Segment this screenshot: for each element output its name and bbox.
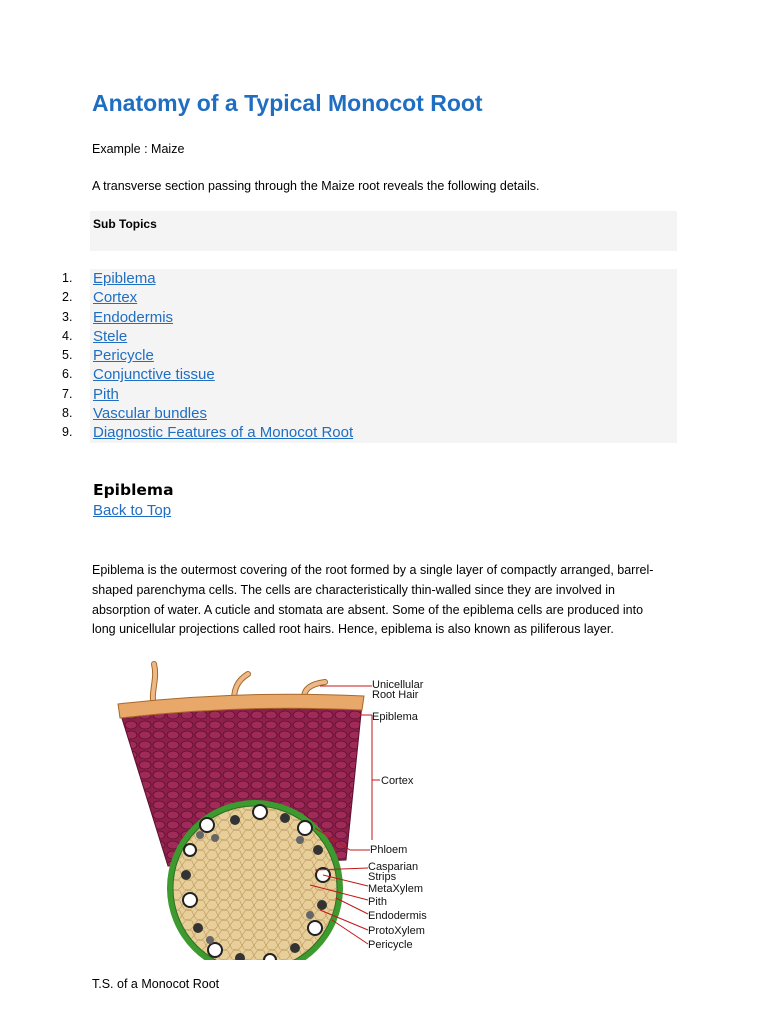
toc-link-stele[interactable]: Stele [93, 327, 128, 345]
label-root-hair-line2: Root Hair [372, 689, 419, 701]
epiblema-description [92, 561, 682, 640]
toc-number: 7. [62, 386, 73, 401]
back-to-top-link[interactable]: Back to Top [93, 502, 172, 519]
body-line: long unicellular projections called root hairs. Hence, epiblema is also known as piliferous layer. [92, 622, 614, 637]
label-casparian-line2: Strips [368, 871, 397, 883]
label-pith: Pith [368, 896, 387, 908]
page-title: Anatomy of a Typical Monocot Root [92, 90, 483, 116]
diagram-labels [368, 679, 427, 951]
toc-number: 3. [62, 309, 73, 324]
toc-link-pith[interactable]: Pith [93, 385, 119, 403]
label-protoxylem: ProtoXylem [368, 925, 425, 937]
monocot-root-diagram [110, 660, 450, 960]
label-endodermis: Endodermis [368, 910, 427, 922]
toc-number: 4. [62, 328, 73, 343]
body-line: Epiblema is the outermost covering of the root formed by a single layer of compactly arranged, barrel- [92, 563, 654, 577]
toc-number: 6. [62, 367, 73, 382]
toc-number: 2. [62, 290, 73, 305]
label-pericycle: Pericycle [368, 939, 413, 951]
label-epiblema: Epiblema [372, 711, 418, 723]
toc-number: 5. [62, 348, 73, 363]
toc-number: 1. [62, 271, 73, 285]
toc-number: 8. [62, 406, 73, 421]
toc-link-diagnostic-features[interactable]: Diagnostic Features of a Monocot Root [93, 424, 354, 442]
toc-link-cortex[interactable]: Cortex [93, 289, 138, 307]
label-phloem: Phloem [370, 844, 408, 856]
body-line: shaped parenchyma cells. The cells are characteristically thin-walled since they are involved in [92, 582, 615, 597]
label-metaxylem: MetaXylem [368, 883, 424, 895]
section-heading-epiblema: Epiblema [93, 481, 174, 499]
diagram-caption: T.S. of a Monocot Root [92, 977, 220, 991]
toc-link-pericycle[interactable]: Pericycle [93, 347, 154, 365]
example-text: Example : Maize [92, 142, 185, 156]
toc-link-epiblema[interactable]: Epiblema [93, 270, 156, 287]
body-line: absorption of water. A cuticle and stomata are absent. Some of the epiblema cells are produced into [92, 602, 644, 617]
table-of-contents [62, 269, 677, 443]
label-casparian-line1: Casparian [368, 861, 419, 873]
toc-link-vascular-bundles[interactable]: Vascular bundles [93, 405, 207, 423]
intro-text: A transverse section passing through the Maize root reveals the following details. [92, 179, 540, 193]
label-cortex: Cortex [381, 775, 414, 787]
subtopics-heading: Sub Topics [93, 217, 157, 231]
toc-link-endodermis[interactable]: Endodermis [93, 308, 174, 326]
label-root-hair-line1: Unicellular [372, 679, 424, 691]
toc-number: 9. [62, 425, 73, 440]
subtopics-header [90, 211, 677, 251]
toc-link-conjunctive-tissue[interactable]: Conjunctive tissue [93, 366, 215, 384]
